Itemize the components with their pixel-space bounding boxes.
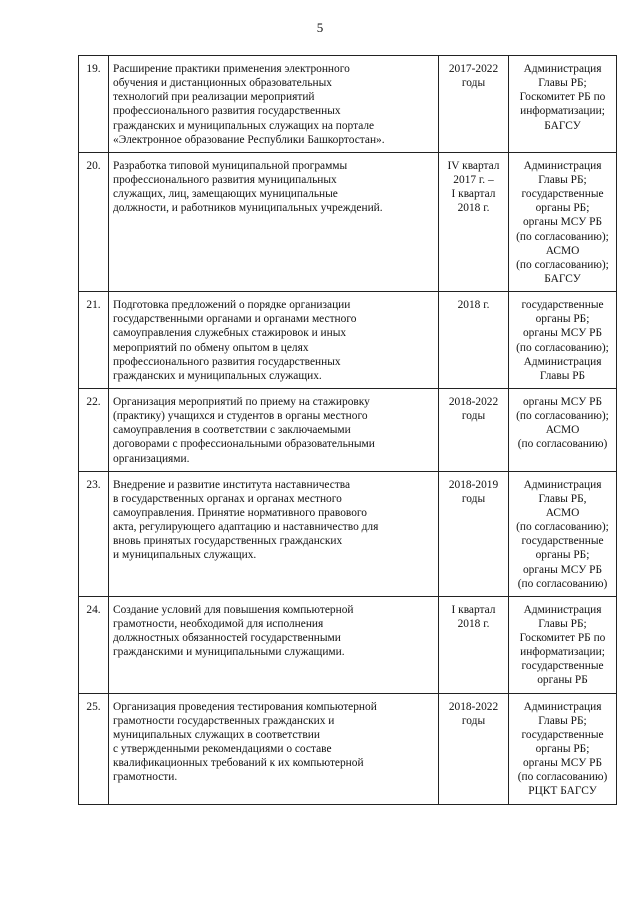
measure-executors: Администрация Главы РБ; Госкомитет РБ по информатизации; государственные органы РБ xyxy=(509,596,617,693)
table-row xyxy=(79,596,617,693)
row-number: 19. xyxy=(79,56,109,153)
table-row xyxy=(79,471,617,596)
row-number: 23. xyxy=(79,471,109,596)
measure-term: 2018-2022 годы xyxy=(439,693,509,804)
table-row xyxy=(79,292,617,389)
measure-term: 2018-2022 годы xyxy=(439,388,509,471)
table-row xyxy=(79,152,617,291)
measure-term: I квартал 2018 г. xyxy=(439,596,509,693)
measure-executors: Администрация Главы РБ, АСМО (по согласованию); государственные органы РБ; органы МСУ РБ (по согласованию) xyxy=(509,471,617,596)
row-number: 24. xyxy=(79,596,109,693)
measure-term: 2017-2022 годы xyxy=(439,56,509,153)
measure-term: IV квартал 2017 г. – I квартал 2018 г. xyxy=(439,152,509,291)
row-number: 21. xyxy=(79,292,109,389)
measures-table xyxy=(78,55,617,805)
measure-description: Разработка типовой муниципальной программы профессионального развития муниципальных служащих, лиц, замещающих муниципальные должности, и работников муниципальных учреждений. xyxy=(109,152,439,291)
measure-executors: органы МСУ РБ (по согласованию); АСМО (по согласованию) xyxy=(509,388,617,471)
row-number: 22. xyxy=(79,388,109,471)
measure-description: Создание условий для повышения компьютерной грамотности, необходимой для исполнения должностных обязанностей государственными гражданскими и муниципальными служащими. xyxy=(109,596,439,693)
measure-executors: Администрация Главы РБ; Госкомитет РБ по информатизации; БАГСУ xyxy=(509,56,617,153)
table-row xyxy=(79,388,617,471)
measure-description: Организация мероприятий по приему на стажировку (практику) учащихся и студентов в органы местного самоуправления в соответствии с заключаемыми договорами с профессиональными образовательными организациями. xyxy=(109,388,439,471)
row-number: 20. xyxy=(79,152,109,291)
measure-description: Расширение практики применения электронного обучения и дистанционных образовательных технологий при реализации мероприятий профессионального развития государственных гражданских и муниципальных служащих на портале «Электронное образование Республики Башкортостан». xyxy=(109,56,439,153)
table-row xyxy=(79,693,617,804)
measure-term: 2018 г. xyxy=(439,292,509,389)
measure-term: 2018-2019 годы xyxy=(439,471,509,596)
measure-description: Подготовка предложений о порядке организации государственными органами и органами местного самоуправления служебных стажировок и иных мероприятий по обмену опытом в целях профессионального развития государственных гражданских и муниципальных служащих. xyxy=(109,292,439,389)
page-number: 5 xyxy=(316,20,324,35)
measure-executors: Администрация Главы РБ; государственные органы РБ; органы МСУ РБ (по согласованию) РЦКТ БАГСУ xyxy=(509,693,617,804)
row-number: 25. xyxy=(79,693,109,804)
measure-description: Внедрение и развитие института наставничества в государственных органах и органах местного самоуправления. Принятие нормативного правового акта, регулирующего адаптацию и наставничество для вновь принятых государственных гражданских и муниципальных служащих. xyxy=(109,471,439,596)
table-row xyxy=(79,56,617,153)
measure-executors: Администрация Главы РБ; государственные органы РБ; органы МСУ РБ (по согласованию); АСМО (по согласованию); БАГСУ xyxy=(509,152,617,291)
measure-description: Организация проведения тестирования компьютерной грамотности государственных гражданских и муниципальных служащих в соответствии с утвержденными рекомендациями о составе квалификационных требований к их компьютерной грамотности. xyxy=(109,693,439,804)
measure-executors: государственные органы РБ; органы МСУ РБ (по согласованию); Администрация Главы РБ xyxy=(509,292,617,389)
